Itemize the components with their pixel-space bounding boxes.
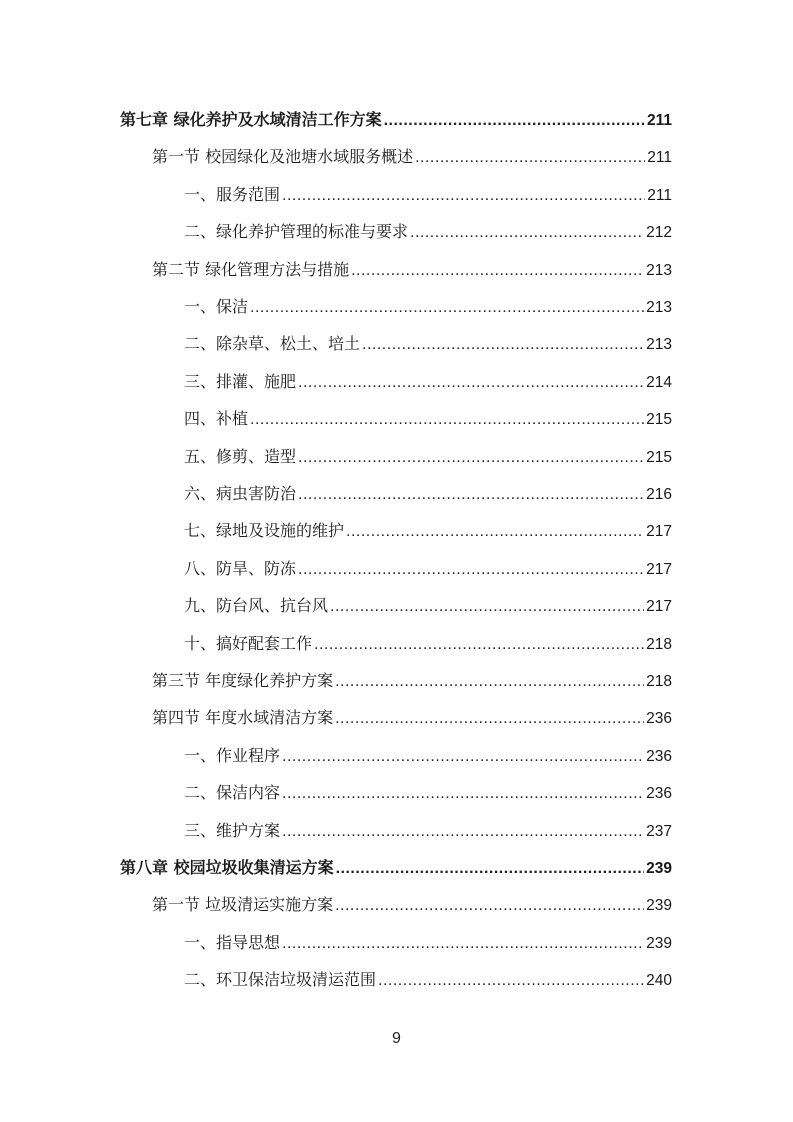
toc-entry-page: 218 — [646, 673, 672, 690]
toc-entry-page: 217 — [646, 560, 672, 578]
toc-entry-title: 第七章 绿化养护及水域清洁工作方案 — [120, 110, 382, 129]
toc-entry-page: 239 — [646, 860, 672, 877]
toc-entry-page: 212 — [646, 224, 672, 242]
toc-entry-page: 236 — [646, 710, 672, 728]
toc-entry-title: 八、防旱、防冻 — [184, 558, 297, 578]
page-number: 9 — [392, 1030, 401, 1047]
toc-entry-title: 七、绿地及设施的维护 — [184, 521, 345, 541]
toc-entry-item[interactable] — [184, 293, 672, 321]
dot-leader — [298, 369, 644, 397]
toc-entry-page: 211 — [647, 186, 672, 204]
toc-entry-title: 五、修剪、造型 — [184, 446, 297, 466]
toc-entry-page: 213 — [646, 336, 672, 354]
dot-leader — [415, 144, 645, 172]
toc-entry-item[interactable] — [184, 480, 672, 508]
toc-entry-title: 二、绿化养护管理的标准与要求 — [184, 222, 409, 242]
dot-leader — [282, 818, 644, 846]
dot-leader — [336, 855, 645, 883]
dot-leader — [410, 219, 644, 247]
toc-entry-page: 240 — [646, 972, 672, 990]
toc-entry-item[interactable] — [184, 817, 672, 845]
toc-entry-section[interactable] — [152, 891, 672, 919]
toc-entry-item[interactable] — [184, 779, 672, 807]
toc-entry-page: 215 — [646, 411, 672, 429]
dot-leader — [378, 967, 644, 995]
toc-entry-title: 一、作业程序 — [184, 745, 281, 765]
toc-entry-title: 一、服务范围 — [184, 184, 281, 204]
toc-entry-page: 237 — [646, 822, 672, 840]
toc-entry-section[interactable] — [152, 704, 672, 732]
toc-entry-section[interactable] — [152, 667, 672, 695]
toc-entry-section[interactable] — [152, 143, 672, 171]
toc-entry-title: 四、补植 — [184, 409, 249, 429]
dot-leader — [298, 481, 644, 509]
dot-leader — [346, 518, 644, 546]
toc-entry-chapter[interactable] — [120, 106, 672, 134]
toc-entry-title: 二、环卫保洁垃圾清运范围 — [184, 970, 377, 990]
toc-entry-section[interactable] — [152, 256, 672, 284]
toc-entry-page: 236 — [646, 785, 672, 803]
toc-entry-title: 三、排灌、施肥 — [184, 371, 297, 391]
toc-entry-page: 216 — [646, 486, 672, 503]
toc-entry-page: 213 — [646, 299, 672, 316]
toc-entry-title: 十、搞好配套工作 — [184, 633, 313, 653]
toc-entry-page: 217 — [646, 523, 672, 541]
toc-entry-item[interactable] — [184, 929, 672, 957]
toc-entry-title: 第八章 校园垃圾收集清运方案 — [120, 858, 334, 877]
dot-leader — [298, 444, 644, 472]
toc-entry-title: 六、病虫害防治 — [184, 484, 297, 503]
toc-entry-page: 218 — [646, 635, 672, 653]
dot-leader — [298, 556, 644, 584]
toc-entry-page: 239 — [646, 897, 672, 915]
toc-entry-page: 211 — [646, 112, 672, 129]
dot-leader — [330, 593, 644, 621]
toc-entry-title: 二、除杂草、松土、培土 — [184, 334, 361, 354]
toc-entry-item[interactable] — [184, 443, 672, 471]
dot-leader — [314, 631, 644, 659]
toc-entry-item[interactable] — [184, 181, 672, 209]
toc-entry-item[interactable] — [184, 405, 672, 433]
toc-entry-page: 239 — [646, 934, 672, 952]
toc-entry-item[interactable] — [184, 555, 672, 583]
dot-leader — [384, 107, 645, 135]
toc-entry-item[interactable] — [184, 966, 672, 994]
toc-entry-title: 第二节 绿化管理方法与措施 — [152, 259, 350, 279]
toc-entry-item[interactable] — [184, 368, 672, 396]
toc-entry-item[interactable] — [184, 330, 672, 358]
dot-leader — [250, 406, 644, 434]
toc-entry-title: 一、指导思想 — [184, 932, 281, 952]
toc-entry-page: 214 — [646, 373, 672, 391]
dot-leader — [282, 780, 644, 808]
toc-entry-item[interactable] — [184, 218, 672, 246]
toc-entry-page: 211 — [647, 149, 672, 167]
dot-leader — [335, 668, 644, 696]
toc-entry-title: 第四节 年度水域清洁方案 — [152, 708, 334, 728]
toc-entry-chapter[interactable] — [120, 854, 672, 882]
dot-leader — [351, 257, 644, 285]
toc-entry-page: 217 — [646, 598, 672, 616]
toc-entry-item[interactable] — [184, 630, 672, 658]
toc-entry-title: 第三节 年度绿化养护方案 — [152, 671, 334, 690]
toc-entry-page: 215 — [646, 448, 672, 466]
dot-leader — [362, 331, 644, 359]
dot-leader — [282, 743, 644, 771]
toc-entry-page: 213 — [646, 261, 672, 279]
toc-entry-item[interactable] — [184, 592, 672, 620]
toc-entry-title: 第一节 垃圾清运实施方案 — [152, 895, 334, 915]
toc-entry-title: 九、防台风、抗台风 — [184, 596, 329, 616]
dot-leader — [282, 930, 644, 958]
toc-entry-item[interactable] — [184, 742, 672, 770]
toc-entry-item[interactable] — [184, 517, 672, 545]
dot-leader — [335, 705, 644, 733]
toc-entry-title: 二、保洁内容 — [184, 783, 281, 803]
toc-entry-title: 三、维护方案 — [184, 820, 281, 840]
toc-entry-title: 第一节 校园绿化及池塘水域服务概述 — [152, 147, 414, 167]
dot-leader — [335, 892, 644, 920]
toc-entry-page: 236 — [646, 747, 672, 765]
dot-leader — [282, 182, 645, 210]
dot-leader — [250, 294, 644, 322]
toc-entry-title: 一、保洁 — [184, 297, 249, 316]
